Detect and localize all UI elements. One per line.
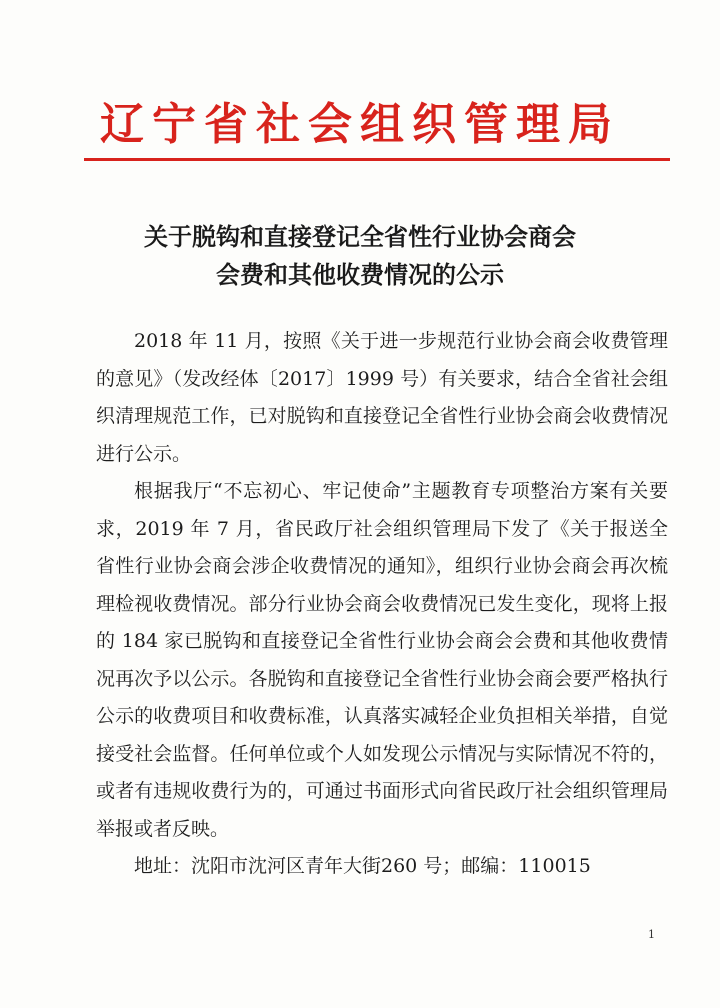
body-paragraph-2: 根据我厅“不忘初心、牢记使命”主题教育专项整治方案有关要求，2019 年 7 月，省民政厅社会组织管理局下发了《关于报送全省性行业协会商会涉企收费情况的通知》，组织行业协会商会再次梳理检视收费情况。部分行业协会商会收费情况已发生变化，现将上报的 184 家已脱钩和直接登记全省性行业协会商会会费和其他收费情况再次予以公示。各脱钩和直接登记全省性行业协会商会要严格执行公示的收费项目和收费标准，认真落实减轻企业负担相关举措，自觉接受社会监督。任何单位或个人如发现公示情况与实际情况不符的，或者有违规收费行为的，可通过书面形式向省民政厅社会组织管理局举报或者反映。 [96,480,668,840]
address-line: 地址：沈阳市沈河区青年大街260 号；邮编：110015 [134,855,591,877]
letterhead-title: 辽宁省社会组织管理局 [100,99,620,150]
document-title [0,218,720,294]
body-paragraph-1: 2018 年 11 月，按照《关于进一步规范行业协会商会收费管理的意见》（发改经体〔2017〕1999 号）有关要求，结合全省社会组织清理规范工作，已对脱钩和直接登记全省性行业协会商会收费情况进行公示。 [96,330,668,465]
document-body [96,323,668,886]
page-number: 1 [648,928,655,941]
document-title-line-1: 关于脱钩和直接登记全省性行业协会商会 [144,222,576,251]
letterhead-divider [84,158,670,161]
document-title-line-2: 会费和其他收费情况的公示 [216,260,504,289]
